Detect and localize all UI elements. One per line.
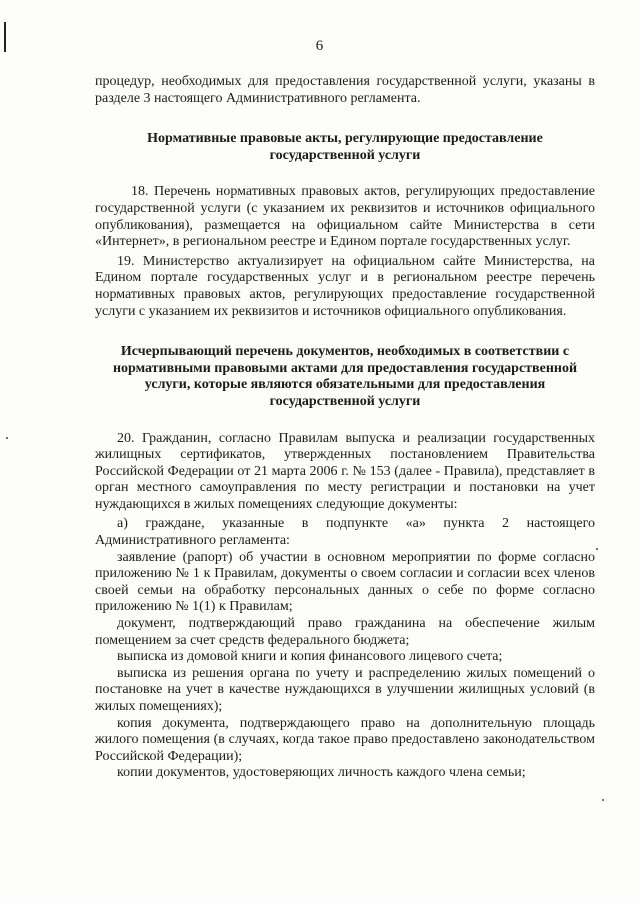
list-item: выписка из решения органа по учету и распределению жилых помещений о постановке на учет в качестве нуждающихся в улучшении жилищных условий (в жилых помещениях); — [95, 665, 595, 714]
list-item: копия документа, подтверждающего право на дополнительную площадь жилого помещения (в случаях, когда такое право предоставлено законодательством Российской Федерации); — [95, 715, 595, 764]
paragraph-19: 19. Министерство актуализирует на официальном сайте Министерства, на Едином портале государственных услуг и в региональном реестре перечень нормативных правовых актов, регулирующих предоставление государственной услуги с указанием их реквизитов и источников официального опубликования. — [95, 253, 595, 319]
section-heading-legal-acts: Нормативные правовые акты, регулирующие предоставление государственной услуги — [147, 131, 543, 163]
intro-paragraph: процедур, необходимых для предоставления государственной услуги, указаны в разделе 3 настоящего Административного регламента. — [95, 74, 595, 106]
list-item: заявление (рапорт) об участии в основном мероприятии по форме согласно приложению № 1 к Правилам, документы о своем согласии и согласии всех членов своей семьи на обработку персональных данных о себе по форме согласно приложению № 1(1) к Правилам; — [95, 549, 595, 615]
page-number: 6 — [315, 38, 324, 54]
list-item: документ, подтверждающий право гражданина на обеспечение жилым помещением за счет средств федерального бюджета; — [95, 616, 595, 648]
paragraph-18: 18. Перечень нормативных правовых актов, регулирующих предоставление государственной услуги (с указанием их реквизитов и источников официального опубликования), размещается на официальном сайте Министерства в сети «Интернет», в региональном реестре и Едином портале государственных услуг. — [95, 184, 595, 250]
list-item: выписка из домовой книги и копия финансового лицевого счета; — [117, 649, 503, 665]
scan-speck — [596, 548, 598, 550]
paragraph-20: 20. Гражданин, согласно Правилам выпуска и реализации государственных жилищных сертификатов, утвержденных постановлением Правительства Российской Федерации от 21 марта 2006 г. № 153 (далее - Правила), представляет в орган местного самоуправления по месту регистрации и постановки на учет нуждающихся в жилых помещениях следующие документы: — [95, 430, 595, 512]
subparagraph-a: а) граждане, указанные в подпункте «а» пункта 2 настоящего Административного регламента: — [95, 516, 595, 549]
scan-speck — [602, 799, 604, 801]
section-heading-documents-list: Исчерпывающий перечень документов, необходимых в соответствии с нормативными правовыми актами для предоставления государственной услуги, которые являются обязательными для предоставления государственной услуги — [112, 344, 578, 409]
scan-speck — [6, 437, 8, 439]
document-body — [95, 74, 595, 782]
list-item: копии документов, удостоверяющих личность каждого члена семьи; — [117, 765, 526, 781]
